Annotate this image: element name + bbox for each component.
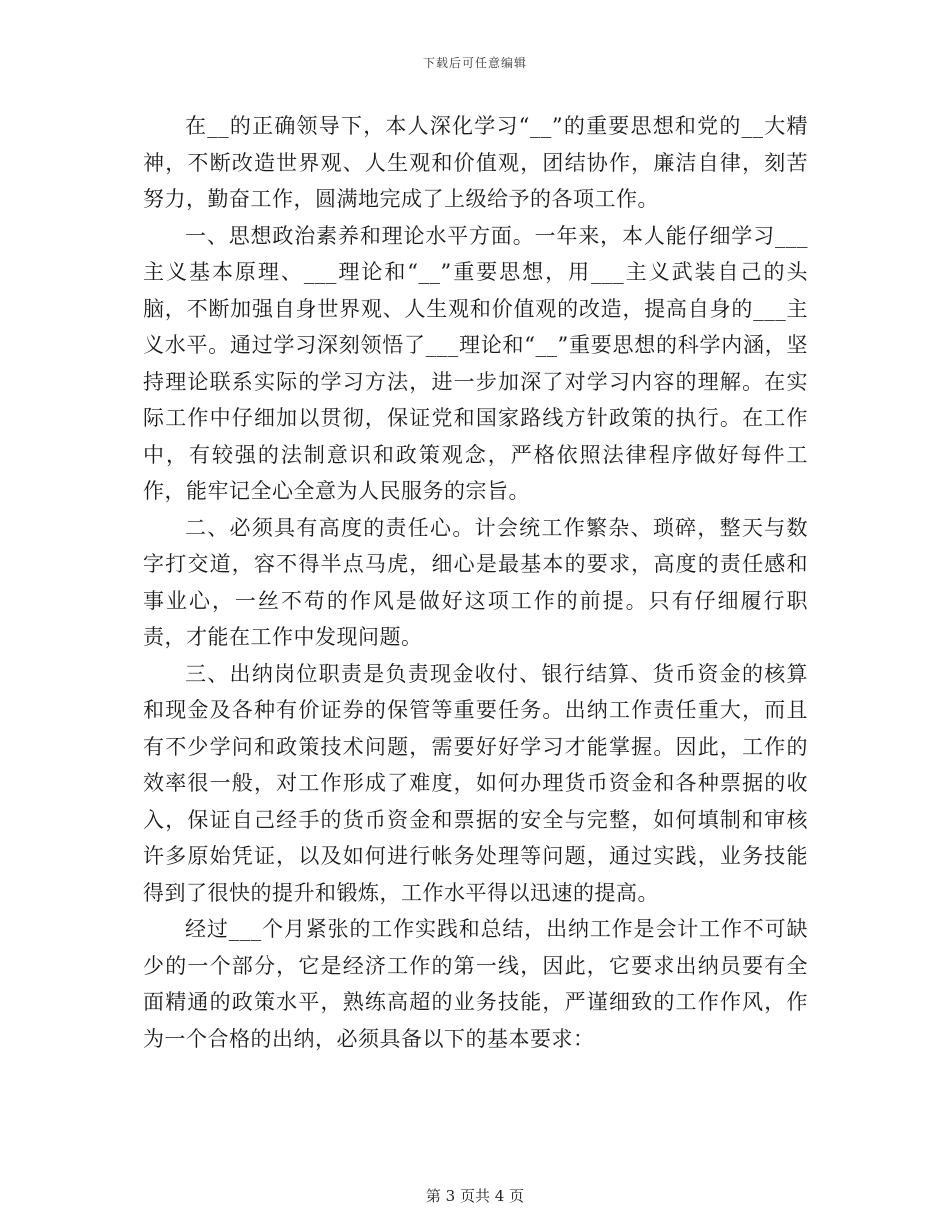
paragraph-summary: 经过___个月紧张的工作实践和总结，出纳工作是会计工作不可缺少的一个部分，它是经济工作的第一线，因此，它要求出纳员要有全面精通的政策水平，熟练高超的业务技能，严谨细致的工作作风，作为一个合格的出纳，必须具备以下的基本要求： xyxy=(143,917,808,1051)
paragraph-section-1: 一、思想政治素养和理论水平方面。一年来，本人能仔细学习___主义基本原理、___理论和“__”重要思想，用___主义武装自己的头脑，不断加强自身世界观、人生观和价值观的改造，提高自身的___主义水平。通过学习深刻领悟了___理论和“__”重要思想的科学内涵，坚持理论联系实际的学习方法，进一步加深了对学习内容的理解。在实际工作中仔细加以贯彻，保证党和国家路线方针政策的执行。在工作中，有较强的法制意识和政策观念，严格依照法律程序做好每件工作，能牢记全心全意为人民服务的宗旨。 xyxy=(143,223,808,503)
paragraph-intro: 在__的正确领导下，本人深化学习“__”的重要思想和党的__大精神，不断改造世界观、人生观和价值观，团结协作，廉洁自律，刻苦努力，勤奋工作，圆满地完成了上级给予的各项工作。 xyxy=(143,114,808,211)
page-number-footer: 第 3 页共 4 页 xyxy=(425,1187,525,1205)
page-header: 下载后可任意编辑 xyxy=(422,56,527,70)
paragraph-section-2: 二、必须具有高度的责任心。计会统工作繁杂、琐碎，整天与数字打交道，容不得半点马虎，细心是最基本的要求，高度的责任感和事业心，一丝不苟的作风是做好这项工作的前提。只有仔细履行职责，才能在工作中发现问题。 xyxy=(143,515,808,649)
paragraph-section-3: 三、出纳岗位职责是负责现金收付、银行结算、货币资金的核算和现金及各种有价证券的保管等重要任务。出纳工作责任重大，而且有不少学问和政策技术问题，需要好好学习才能掌握。因此，工作的效率很一般，对工作形成了难度，如何办理货币资金和各种票据的收入，保证自己经手的货币资金和票据的安全与完整，如何填制和审核许多原始凭证，以及如何进行帐务处理等问题，通过实践，业务技能得到了很快的提升和锻炼，工作水平得以迅速的提高。 xyxy=(143,661,808,905)
document-body xyxy=(143,108,808,1057)
